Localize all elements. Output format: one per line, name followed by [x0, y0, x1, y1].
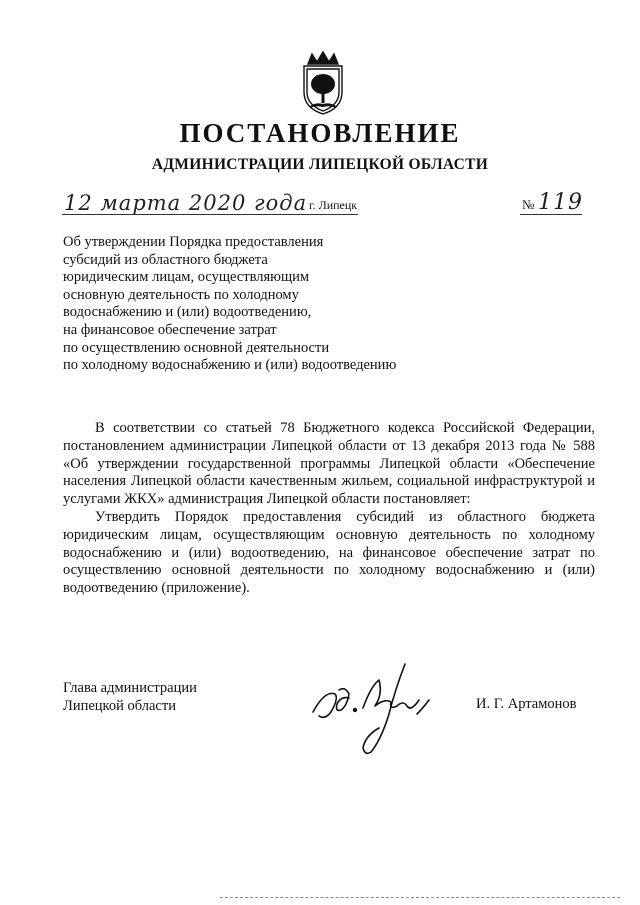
- subject-line: по осуществлению основной деятельности: [63, 339, 330, 356]
- subject-line: по холодному водоснабжению и (или) водоотведению: [63, 357, 397, 374]
- subject-line: Об утверждении Порядка предоставления: [63, 234, 324, 250]
- subject-line: субсидий из областного бюджета: [63, 251, 268, 268]
- document-body: [63, 420, 595, 598]
- handwritten-date: 12 марта 2020 года: [64, 191, 308, 215]
- subject-line: водоснабжению и (или) водоотведению,: [63, 304, 312, 321]
- document-subtitle: АДМИНИСТРАЦИИ ЛИПЕЦКОЙ ОБЛАСТИ: [151, 156, 489, 173]
- scan-edge-divider: [220, 897, 620, 898]
- body-paragraph: В соответствии со статьей 78 Бюджетного кодекса Российской Федерации, постановлением администрации Липецкой области от 13 декабря 2013 года № 588 «Об утверждении государственной программы Липецкой области «Обеспечение населения Липецкой области качественным жильем, социальной инфраструктурой и услугами ЖКХ» администрация Липецкой области постановляет:: [63, 420, 595, 508]
- signatory-name: И. Г. Артамонов: [476, 696, 577, 712]
- date-underline: [62, 214, 302, 215]
- subject-line: на финансовое обеспечение затрат: [63, 321, 277, 338]
- position-line: Глава администрации: [63, 680, 197, 696]
- city-label: г. Липецк: [309, 198, 358, 212]
- body-paragraph: Утвердить Порядок предоставления субсидий из областного бюджета юридическим лицам, осуществляющим основную деятельность по холодному водоснабжению и (или) водоотведению, на финансовое обеспечение затрат по осуществлению основной деятельности по холодному водоснабжению и (или) водоотведению (приложение).: [63, 508, 595, 597]
- number-label: №: [522, 197, 535, 212]
- subject-line: юридическим лицам, осуществляющим: [63, 269, 310, 286]
- handwritten-number: 119: [538, 190, 583, 215]
- subject-block: [63, 234, 463, 375]
- coat-of-arms-icon: [296, 50, 350, 116]
- number-underline: [520, 214, 582, 215]
- position-line: Липецкой области: [63, 698, 176, 714]
- signatory-position: [63, 679, 197, 715]
- handwritten-signature: [305, 650, 455, 760]
- document-title: ПОСТАНОВЛЕНИЕ: [179, 118, 461, 148]
- city-underline: [300, 214, 358, 215]
- subject-line: основную деятельность по холодному: [63, 286, 299, 303]
